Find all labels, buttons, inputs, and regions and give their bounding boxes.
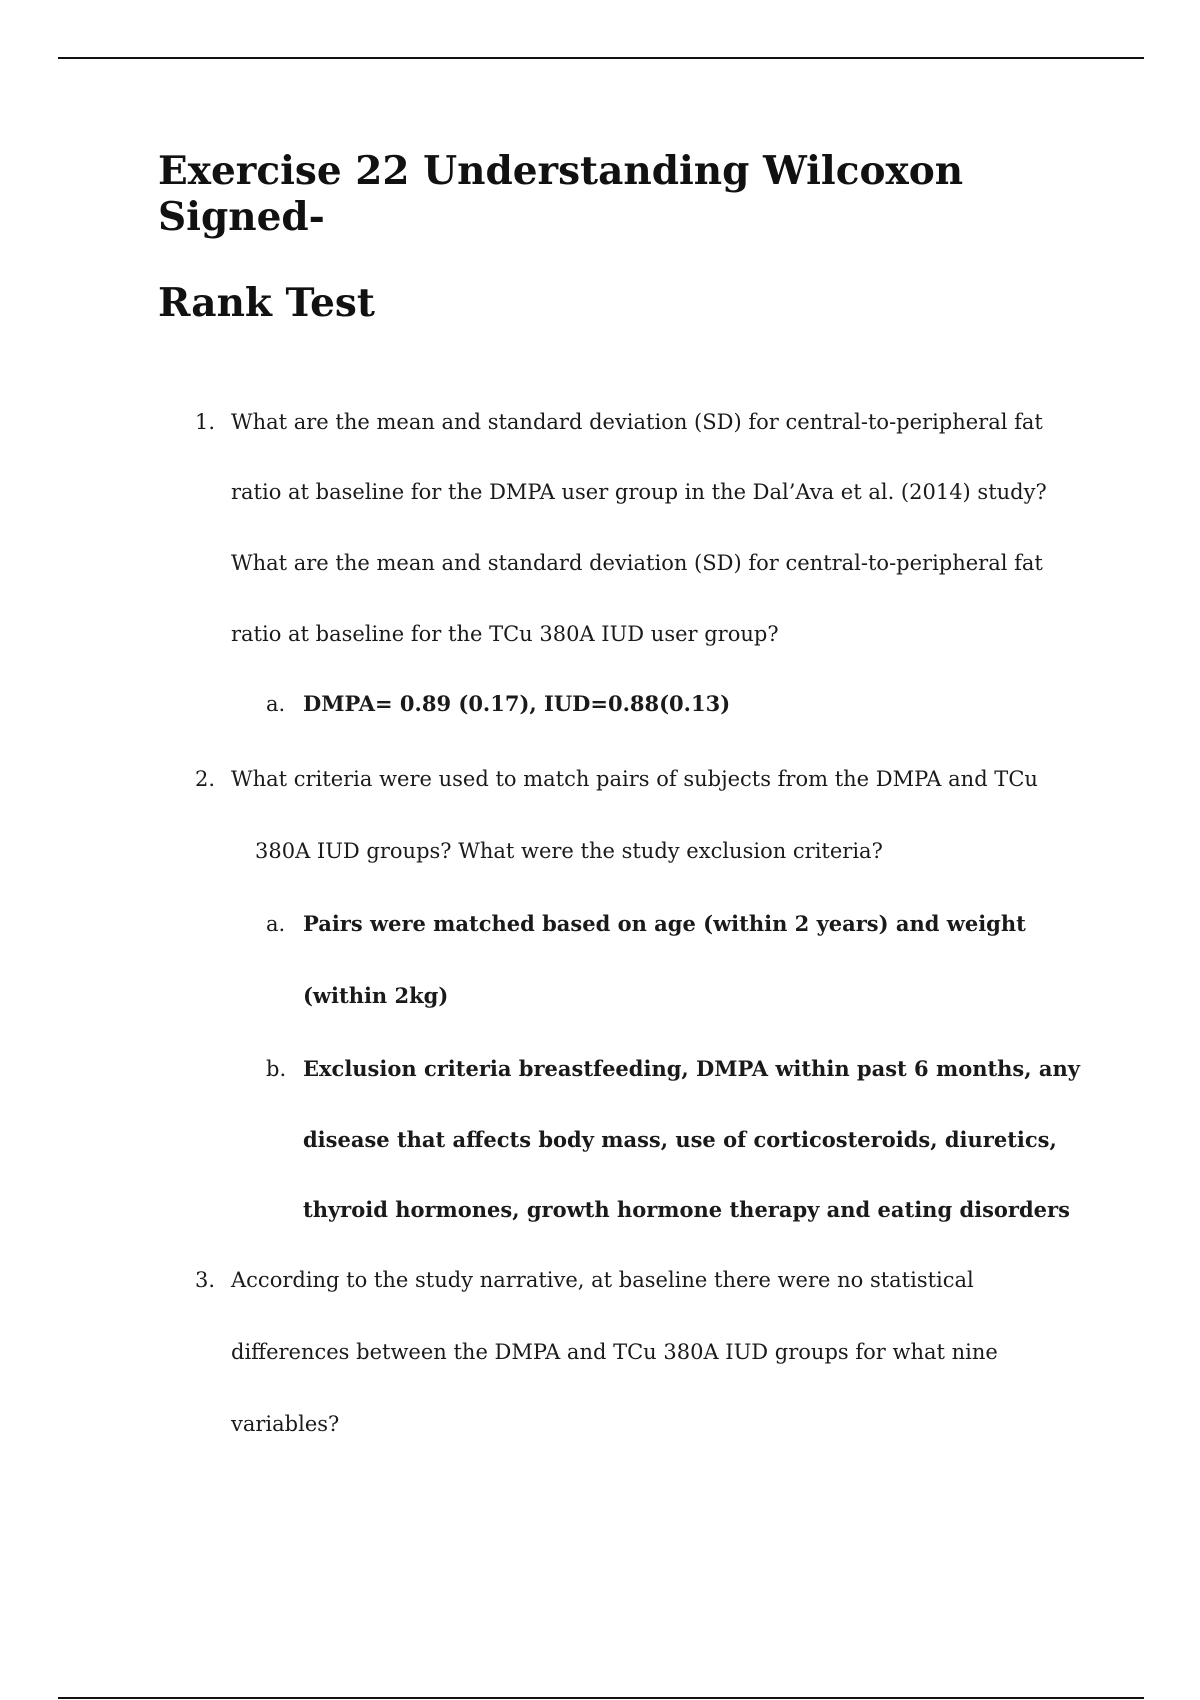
question-1-text-line-1: What are the mean and standard deviation (SD) for central-to-peripheral fat bbox=[231, 410, 1043, 434]
page-title-line-2: Rank Test bbox=[158, 280, 375, 326]
question-2-answer-a-line-2: (within 2kg) bbox=[303, 983, 449, 1008]
question-2-answer-b-line-2: disease that affects body mass, use of corticosteroids, diuretics, bbox=[303, 1127, 1057, 1152]
question-1-text-line-2: ratio at baseline for the DMPA user group in the Dal’Ava et al. (2014) study? bbox=[231, 480, 1047, 504]
question-2-answer-a-line-1: Pairs were matched based on age (within 2 years) and weight bbox=[303, 911, 1026, 936]
question-1-text-line-3: What are the mean and standard deviation (SD) for central-to-peripheral fat bbox=[231, 551, 1043, 575]
question-3-text-line-1: According to the study narrative, at baseline there were no statistical bbox=[231, 1268, 974, 1292]
bottom-rule bbox=[58, 1697, 1144, 1699]
question-1-text-line-4: ratio at baseline for the TCu 380A IUD user group? bbox=[231, 622, 779, 646]
question-2-answer-a-marker: a. bbox=[266, 912, 286, 936]
question-1-answer-a-marker: a. bbox=[266, 692, 286, 716]
question-3-text-line-3: variables? bbox=[231, 1412, 340, 1436]
page-title-line-1: Exercise 22 Understanding Wilcoxon Signed- bbox=[158, 148, 964, 240]
question-2-text-line-1: What criteria were used to match pairs of subjects from the DMPA and TCu bbox=[231, 767, 1038, 791]
question-1-answer-a-line-1: DMPA= 0.89 (0.17), IUD=0.88(0.13) bbox=[303, 691, 731, 716]
question-2-number: 2. bbox=[195, 767, 216, 791]
question-3-text-line-2: differences between the DMPA and TCu 380A IUD groups for what nine bbox=[231, 1340, 998, 1364]
question-3-number: 3. bbox=[195, 1268, 216, 1292]
question-2-answer-b-marker: b. bbox=[266, 1057, 287, 1081]
question-2-text-line-2: 380A IUD groups? What were the study exclusion criteria? bbox=[255, 839, 883, 863]
question-2-answer-b-line-1: Exclusion criteria breastfeeding, DMPA within past 6 months, any bbox=[303, 1056, 1080, 1081]
question-2-answer-b-line-3: thyroid hormones, growth hormone therapy and eating disorders bbox=[303, 1197, 1070, 1222]
top-rule bbox=[58, 57, 1144, 59]
question-1-number: 1. bbox=[195, 410, 216, 434]
